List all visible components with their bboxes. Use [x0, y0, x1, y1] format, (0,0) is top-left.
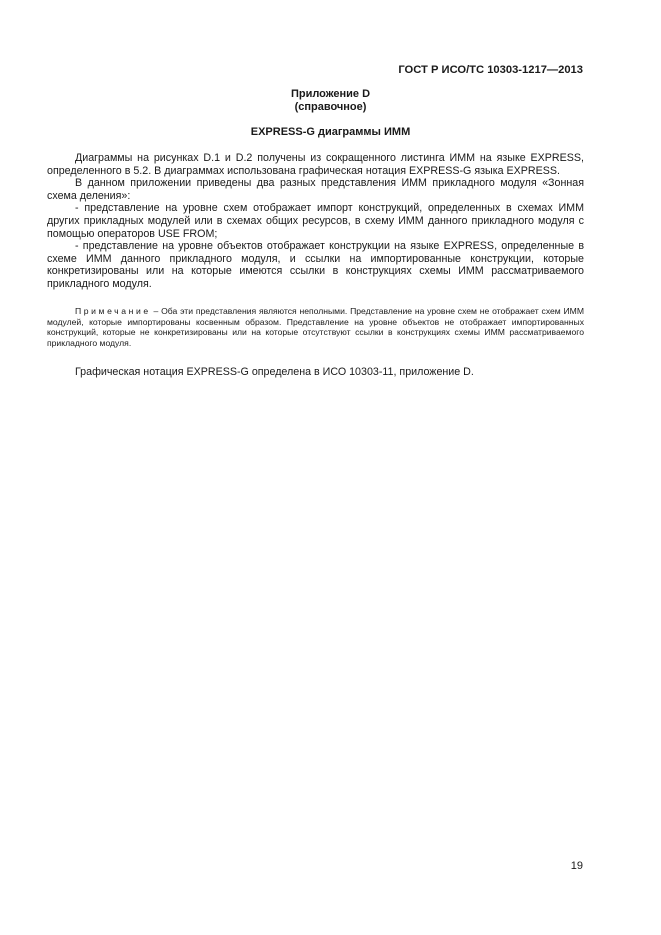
final-paragraph: Графическая нотация EXPRESS-G определена в ИСО 10303-11, приложение D.	[75, 366, 474, 378]
paragraph: - представление на уровне схем отображает импорт конструкций, определенных в схемах ИММ других прикладных модулей или в схемах общих ресурсов, в схему ИММ данного прикладного модуля с помощью операторов USE FROM;	[47, 202, 584, 240]
note-label: Примечание	[75, 306, 151, 316]
paragraph: В данном приложении приведены два разных представления ИММ прикладного модуля «Зонная схема деления»:	[47, 177, 584, 202]
note	[47, 306, 584, 349]
page-number: 19	[570, 860, 583, 872]
appendix-title: Приложение D	[290, 88, 371, 100]
section-title: EXPRESS-G диаграммы ИММ	[250, 126, 411, 138]
paragraph: - представление на уровне объектов отображает конструкции на языке EXPRESS, определенные в схеме ИММ данного прикладного модуля, и ссылки на импортированные конструкции, которые конкретизированы или на которые имеются ссылки в конструкциях схемы ИММ рассматриваемого прикладного модуля.	[47, 240, 584, 290]
paragraph: Диаграммы на рисунках D.1 и D.2 получены из сокращенного листинга ИММ на языке EXPRESS, определенного в 5.2. В диаграммах использована графическая нотация EXPRESS-G языка EXPRESS.	[47, 152, 584, 177]
appendix-subtitle: (справочное)	[294, 100, 367, 113]
document-header: ГОСТ Р ИСО/ТС 10303-1217—2013	[398, 64, 583, 76]
note-text: – Оба эти представления являются неполными. Представление на уровне схем не отображает схем ИММ модулей, которые импортированы косвенным образом. Представление на уровне объектов не отображает импортированных конструкций, которые не конкретизированы или на которые отсутствуют ссылки в конструкциях схемы ИММ рассматриваемого прикладного модуля.	[47, 306, 584, 349]
body-text	[47, 152, 584, 291]
appendix-heading	[0, 88, 661, 113]
